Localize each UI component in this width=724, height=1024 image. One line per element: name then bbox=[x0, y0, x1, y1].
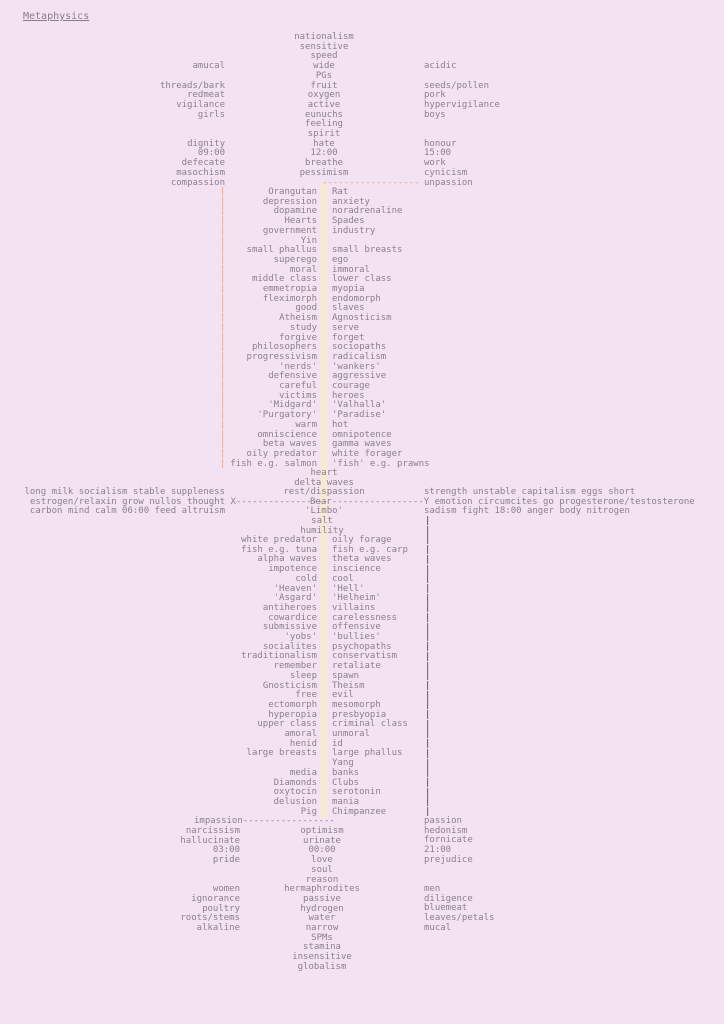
upper-right-term: 'Valhalla' bbox=[332, 400, 387, 411]
right-term: honour bbox=[424, 138, 457, 149]
lower-left-term: fish e.g. tuna bbox=[241, 544, 317, 555]
lower-right-term: serotonin bbox=[332, 787, 381, 798]
right-term: hypervigilance bbox=[424, 99, 500, 110]
upper-right-term: 'fish' e.g. prawns bbox=[332, 458, 430, 469]
dark-vertical-line: | bbox=[425, 748, 431, 759]
orange-vertical-line: | bbox=[220, 264, 226, 275]
upper-right-term: anxiety bbox=[332, 196, 370, 207]
right-term: pork bbox=[424, 90, 446, 101]
upper-right-term: omnipotence bbox=[332, 429, 392, 440]
upper-right-term: ego bbox=[332, 254, 349, 265]
upper-left-term: superego bbox=[273, 254, 317, 265]
center-term: humility bbox=[300, 525, 344, 536]
dark-vertical-line: | bbox=[425, 632, 431, 643]
bottom-right-term: leaves/petals bbox=[424, 913, 495, 923]
orange-vertical-line: | bbox=[220, 400, 226, 411]
bottom-right-term: men bbox=[424, 883, 441, 894]
lower-right-term: retaliate bbox=[332, 661, 381, 672]
dark-vertical-line: | bbox=[425, 642, 431, 653]
mid-center-line: Bear-----------------Y emotion circumcites go progesterone/testosterone bbox=[310, 496, 695, 507]
dark-vertical-line: | bbox=[425, 700, 431, 711]
orange-vertical-line: | bbox=[220, 313, 226, 324]
dark-vertical-line: | bbox=[425, 622, 431, 633]
lower-left-term: ectomorph bbox=[268, 699, 317, 710]
lower-left-term: impotence bbox=[268, 564, 317, 575]
lower-left-term: media bbox=[289, 767, 317, 778]
bottom-center-term: stamina bbox=[303, 942, 341, 953]
bottom-center-term: soul bbox=[311, 864, 333, 875]
dark-vertical-line: | bbox=[425, 777, 431, 788]
lower-right-term: Yang bbox=[332, 758, 354, 769]
upper-right-term: lower class bbox=[332, 274, 392, 285]
upper-right-term: radicalism bbox=[332, 351, 387, 362]
dark-vertical-line: | bbox=[425, 758, 431, 769]
upper-left-term: Atheism bbox=[279, 313, 317, 324]
orange-vertical-line: | bbox=[220, 371, 226, 382]
lower-left-term: large breasts bbox=[246, 748, 317, 759]
upper-left-term: middle class bbox=[251, 274, 317, 285]
bottom-center-term: SPMs bbox=[311, 932, 333, 943]
orange-vertical-line: | bbox=[220, 254, 226, 265]
center-term: delta waves bbox=[294, 477, 354, 488]
lower-left-term: remember bbox=[273, 661, 317, 672]
center-term: PGs bbox=[315, 70, 333, 81]
dark-vertical-line: | bbox=[425, 574, 431, 585]
mid-left-line: long milk socialism stable suppleness bbox=[24, 487, 225, 497]
bottom-right-term: 21:00 bbox=[424, 845, 452, 856]
mid-right-line: strength unstable capitalism eggs short bbox=[424, 487, 636, 497]
right-term: unpassion bbox=[424, 177, 473, 188]
center-term: oxygen bbox=[307, 90, 341, 101]
lower-left-term: amoral bbox=[284, 729, 317, 739]
dark-vertical-line: | bbox=[425, 729, 431, 740]
orange-vertical-line: | bbox=[220, 439, 226, 450]
upper-right-term: Rat bbox=[332, 187, 349, 197]
bottom-center-term: hermaphrodites bbox=[284, 884, 360, 895]
lower-right-term: 'bullies' bbox=[332, 632, 381, 642]
upper-right-term: hot bbox=[332, 419, 349, 430]
right-term: work bbox=[424, 158, 446, 169]
upper-right-term: industry bbox=[332, 225, 376, 236]
bottom-center-term: water bbox=[308, 913, 336, 924]
upper-left-term: forgive bbox=[279, 332, 317, 343]
dark-vertical-line: | bbox=[425, 564, 431, 575]
center-term: hate bbox=[313, 138, 335, 149]
dark-vertical-line: | bbox=[425, 690, 431, 701]
dark-vertical-line: | bbox=[425, 545, 431, 556]
page-title: Metaphysics bbox=[23, 11, 90, 22]
center-term: 12:00 bbox=[310, 148, 338, 159]
upper-right-term: slaves bbox=[332, 303, 365, 314]
lower-right-term: oily forage bbox=[332, 535, 392, 545]
lower-right-term: villains bbox=[332, 602, 376, 613]
lower-right-term: presbyopia bbox=[332, 709, 387, 720]
orange-vertical-line: | bbox=[220, 419, 226, 430]
lower-right-term: Theism bbox=[332, 680, 365, 691]
orange-vertical-line: | bbox=[220, 284, 226, 294]
bottom-right-term: fornicate bbox=[424, 835, 473, 846]
left-term: redmeat bbox=[187, 90, 225, 101]
lower-left-term: traditionalism bbox=[241, 651, 317, 662]
lower-right-term: inscience bbox=[332, 564, 381, 575]
upper-left-term: victims bbox=[279, 390, 317, 401]
orange-vertical-line: | bbox=[220, 293, 226, 304]
dark-vertical-line: | bbox=[425, 797, 431, 808]
upper-right-term: serve bbox=[332, 322, 360, 333]
lower-right-term: mania bbox=[332, 796, 360, 807]
dark-vertical-line: | bbox=[425, 583, 431, 594]
bottom-center-term: passive bbox=[303, 893, 341, 904]
center-term: pessimism bbox=[299, 167, 349, 178]
left-term: 09:00 bbox=[197, 148, 225, 159]
upper-right-term: 'Paradise' bbox=[332, 410, 387, 421]
lower-right-term: psychopaths bbox=[332, 641, 392, 652]
orange-vertical-line: | bbox=[220, 235, 226, 246]
orange-vertical-line: | bbox=[220, 206, 226, 217]
right-term: seeds/pollen bbox=[424, 80, 490, 91]
bottom-left-term: pride bbox=[212, 855, 240, 866]
upper-left-term: 'Midgard' bbox=[268, 400, 317, 411]
bottom-right-term: diligence bbox=[424, 893, 473, 904]
upper-right-term: small breasts bbox=[332, 245, 403, 256]
upper-right-term: Agnosticism bbox=[332, 313, 392, 324]
orange-vertical-line: | bbox=[220, 458, 226, 469]
upper-left-term: emmetropia bbox=[262, 284, 317, 294]
upper-right-term: heroes bbox=[332, 390, 365, 401]
bottom-left-term: 03:00 bbox=[212, 845, 240, 856]
dark-vertical-line: | bbox=[425, 719, 431, 730]
bottom-right-term: passion bbox=[424, 816, 462, 826]
orange-vertical-line: | bbox=[220, 216, 226, 227]
center-term: fruit bbox=[310, 80, 338, 91]
lower-right-term: evil bbox=[332, 690, 354, 701]
upper-left-term: study bbox=[289, 322, 317, 333]
center-term: spirit bbox=[307, 129, 341, 139]
center-term: active bbox=[307, 99, 341, 110]
lower-left-term: henid bbox=[289, 738, 317, 749]
lower-right-term: Chimpanzee bbox=[332, 806, 387, 817]
lower-right-term: carelessness bbox=[332, 612, 398, 623]
upper-right-term: aggressive bbox=[332, 371, 387, 382]
lower-right-term: theta waves bbox=[332, 554, 392, 565]
lower-left-term: antiheroes bbox=[262, 602, 317, 613]
dark-vertical-line: | bbox=[425, 593, 431, 604]
dark-vertical-line: | bbox=[425, 768, 431, 779]
lower-right-term: conservatism bbox=[332, 651, 398, 662]
upper-left-term: careful bbox=[279, 381, 317, 391]
lower-right-term: 'Hell' bbox=[332, 583, 365, 594]
bottom-right-term: mucal bbox=[424, 922, 452, 933]
lower-left-term: hyperopia bbox=[268, 709, 317, 720]
bottom-right-term: prejudice bbox=[424, 854, 473, 865]
bottom-left-term: roots/stems bbox=[180, 913, 240, 924]
bottom-center-term: hydrogen bbox=[300, 903, 344, 914]
orange-vertical-line: | bbox=[220, 361, 226, 372]
orange-vertical-line: | bbox=[220, 303, 226, 314]
bottom-left-term: alkaline bbox=[196, 923, 240, 933]
bottom-left-term: hallucinate bbox=[180, 835, 240, 846]
left-term: compassion bbox=[170, 177, 225, 188]
dark-vertical-line: | bbox=[425, 516, 431, 526]
left-term: threads/bark bbox=[159, 80, 225, 91]
orange-vertical-line: | bbox=[220, 342, 226, 353]
lower-left-term: 'Asgard' bbox=[273, 593, 317, 604]
upper-left-term: defensive bbox=[268, 371, 317, 382]
dark-vertical-line: | bbox=[425, 525, 431, 536]
dashed-connector-top: ------------------ bbox=[322, 177, 420, 188]
upper-left-term: 'nerds' bbox=[279, 361, 317, 372]
upper-right-term: 'wankers' bbox=[332, 361, 381, 372]
upper-left-term: dopamine bbox=[273, 206, 317, 217]
left-term: defecate bbox=[181, 158, 225, 169]
lower-left-term: Pig bbox=[300, 806, 317, 817]
bottom-left-term: poultry bbox=[202, 903, 240, 914]
left-term: girls bbox=[197, 109, 225, 120]
bottom-left-term: women bbox=[212, 884, 240, 895]
dark-vertical-line: | bbox=[425, 554, 431, 565]
dark-vertical-line: | bbox=[425, 680, 431, 691]
left-term: amucal bbox=[192, 61, 225, 72]
bottom-center-term: urinate bbox=[303, 835, 341, 846]
left-term: dignity bbox=[187, 138, 225, 149]
bottom-center-term: globalism bbox=[297, 961, 347, 972]
lower-left-term: socialites bbox=[262, 641, 317, 652]
lower-right-term: fish e.g. carp bbox=[332, 544, 408, 555]
orange-vertical-line: | bbox=[220, 274, 226, 285]
upper-left-term: government bbox=[262, 225, 317, 236]
upper-left-term: fleximorph bbox=[262, 293, 317, 304]
upper-right-term: forget bbox=[332, 332, 365, 343]
bottom-center-term: narrow bbox=[305, 923, 339, 933]
dark-vertical-line: | bbox=[425, 807, 431, 817]
upper-left-term: omniscience bbox=[257, 429, 317, 440]
lower-left-term: cowardice bbox=[268, 612, 317, 623]
lower-left-term: free bbox=[295, 690, 317, 701]
dark-vertical-line: | bbox=[425, 651, 431, 662]
dark-vertical-line: | bbox=[425, 787, 431, 798]
lower-right-term: Clubs bbox=[332, 777, 360, 788]
lower-left-term: 'Heaven' bbox=[273, 583, 317, 594]
center-term: feeling bbox=[305, 119, 343, 130]
orange-vertical-line: | bbox=[220, 429, 226, 440]
lower-right-term: large phallus bbox=[332, 748, 403, 759]
center-term: breathe bbox=[305, 158, 343, 169]
right-term: acidic bbox=[424, 61, 457, 72]
lower-left-term: upper class bbox=[257, 719, 317, 730]
center-term: eunuchs bbox=[305, 109, 343, 120]
center-term: wide bbox=[313, 61, 335, 72]
upper-right-term: noradrenaline bbox=[332, 206, 403, 217]
bottom-center-term: reason bbox=[305, 874, 339, 885]
upper-right-term: Spades bbox=[332, 216, 365, 227]
orange-vertical-line: | bbox=[220, 187, 226, 197]
orange-vertical-line: | bbox=[220, 390, 226, 401]
lower-right-term: criminal class bbox=[332, 719, 408, 730]
dark-vertical-line: | bbox=[425, 535, 431, 546]
lower-left-term: sleep bbox=[289, 670, 317, 681]
left-term: vigilance bbox=[176, 99, 225, 110]
orange-vertical-line: | bbox=[220, 225, 226, 236]
center-term: rest/dispassion bbox=[283, 487, 365, 498]
orange-vertical-line: | bbox=[220, 196, 226, 207]
mid-right-line: sadism fight 18:00 anger body nitrogen bbox=[424, 506, 630, 516]
upper-left-term: beta waves bbox=[262, 439, 317, 450]
upper-left-term: progressivism bbox=[246, 351, 317, 362]
bottom-right-term: bluemeat bbox=[424, 903, 468, 914]
upper-left-term: warm bbox=[295, 419, 317, 430]
orange-vertical-line: | bbox=[220, 448, 226, 459]
lower-right-term: id bbox=[332, 738, 343, 749]
lower-left-term: white predator bbox=[241, 535, 317, 545]
lower-left-term: submissive bbox=[262, 622, 317, 633]
right-term: 15:00 bbox=[424, 148, 452, 159]
orange-vertical-line: | bbox=[220, 351, 226, 362]
left-term: masochism bbox=[176, 167, 225, 178]
bottom-center-term: love bbox=[311, 855, 333, 866]
dark-vertical-line: | bbox=[425, 661, 431, 672]
bottom-left-term: ignorance bbox=[191, 893, 240, 904]
dark-vertical-line: | bbox=[425, 710, 431, 720]
orange-vertical-line: | bbox=[220, 381, 226, 391]
upper-right-term: white forager bbox=[332, 448, 403, 459]
upper-left-term: Yin bbox=[300, 235, 317, 246]
upper-left-term: Orangutan bbox=[268, 187, 317, 197]
orange-vertical-line: | bbox=[220, 410, 226, 421]
lower-left-term: Diamonds bbox=[273, 777, 317, 788]
dark-vertical-line: | bbox=[425, 603, 431, 614]
lower-right-term: unmoral bbox=[332, 729, 370, 739]
lower-left-term: oxytocin bbox=[273, 787, 317, 798]
mid-left-line: carbon mind calm 06:00 feed altruism bbox=[29, 506, 225, 516]
lower-right-term: offensive bbox=[332, 622, 381, 633]
center-term: salt bbox=[311, 516, 333, 526]
dark-vertical-line: | bbox=[425, 671, 431, 682]
lower-right-term: banks bbox=[332, 767, 360, 778]
dashed-connector-bottom: impassion----------------- bbox=[194, 816, 335, 826]
center-term: heart bbox=[310, 468, 338, 478]
lower-left-term: delusion bbox=[273, 796, 317, 807]
center-term: sensitive bbox=[299, 41, 349, 52]
upper-left-term: oily predator bbox=[246, 448, 317, 459]
orange-vertical-line: | bbox=[220, 332, 226, 343]
bottom-center-term: optimism bbox=[300, 826, 344, 836]
right-term: boys bbox=[424, 109, 446, 120]
lower-right-term: 'Helheim' bbox=[332, 593, 381, 604]
upper-left-term: Hearts bbox=[284, 216, 317, 227]
lower-right-term: mesomorph bbox=[332, 699, 381, 710]
center-term: nationalism bbox=[294, 32, 354, 42]
dark-vertical-line: | bbox=[425, 613, 431, 623]
limbo-label: 'Limbo' bbox=[305, 506, 343, 516]
bottom-center-term: 00:00 bbox=[308, 845, 336, 856]
lower-left-term: alpha waves bbox=[257, 554, 317, 565]
upper-left-term: philosophers bbox=[251, 342, 317, 353]
upper-right-term: endomorph bbox=[332, 293, 381, 304]
upper-left-term: depression bbox=[262, 196, 317, 207]
dark-vertical-line: | bbox=[425, 739, 431, 750]
upper-left-term: moral bbox=[289, 264, 317, 275]
bottom-right-term: hedonism bbox=[424, 825, 468, 836]
orange-vertical-line: | bbox=[220, 245, 226, 256]
lower-left-term: cold bbox=[295, 573, 317, 584]
lower-right-term: cool bbox=[332, 573, 354, 584]
upper-left-term: fish e.g. salmon bbox=[230, 458, 317, 469]
bottom-left-term: narcissism bbox=[185, 826, 240, 836]
right-term: cynicism bbox=[424, 167, 468, 178]
upper-right-term: myopia bbox=[332, 284, 365, 294]
upper-left-term: 'Purgatory' bbox=[257, 410, 317, 421]
lower-left-term: Gnosticism bbox=[262, 680, 317, 691]
upper-left-term: small phallus bbox=[246, 245, 317, 256]
mid-left-line: estrogen/relaxin grow nullos thought X----------------- bbox=[30, 496, 329, 507]
upper-left-term: good bbox=[295, 303, 317, 314]
upper-right-term: gamma waves bbox=[332, 439, 392, 450]
upper-right-term: immoral bbox=[332, 264, 370, 275]
bottom-center-term: insensitive bbox=[292, 952, 352, 963]
center-term: speed bbox=[310, 51, 338, 62]
upper-right-term: sociopaths bbox=[332, 342, 387, 353]
lower-right-term: spawn bbox=[332, 670, 360, 681]
lower-left-term: 'yobs' bbox=[284, 632, 317, 642]
orange-vertical-line: | bbox=[220, 322, 226, 333]
upper-right-term: courage bbox=[332, 381, 370, 391]
